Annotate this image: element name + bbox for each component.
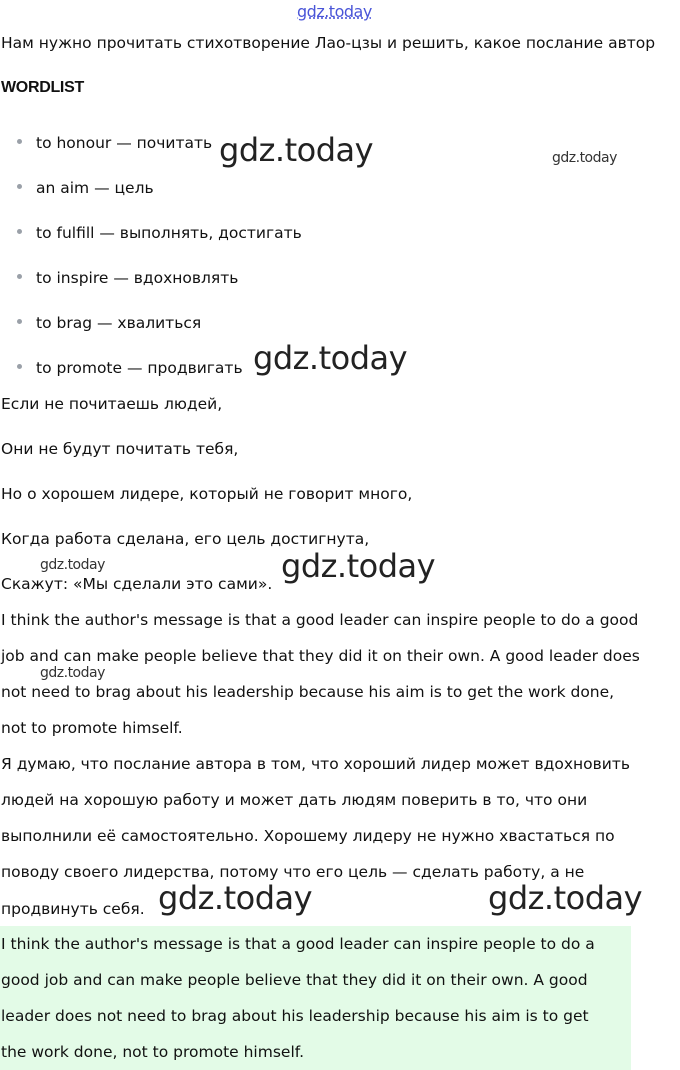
answer-line: good job and can make people believe that they did it on their own. A good	[1, 971, 588, 989]
answer-line: leader does not need to brag about his leadership because his aim is to get	[1, 1007, 589, 1025]
watermark: gdz.today	[219, 131, 374, 169]
bullet-icon	[17, 184, 22, 189]
watermark: gdz.today	[253, 339, 408, 377]
paragraph-line: not to promote himself.	[1, 719, 183, 737]
paragraph-line: продвинуть себя.	[1, 900, 145, 918]
paragraph-line: job and can make people believe that they did it on their own. A good leader does	[1, 647, 640, 665]
watermark: gdz.today	[40, 557, 105, 573]
paragraph-line: not need to brag about his leadership because his aim is to get the work done,	[1, 683, 615, 701]
list-item-text: to honour — почитать	[36, 134, 213, 152]
watermark: gdz.today	[40, 665, 105, 681]
watermark: gdz.today	[552, 150, 617, 166]
poem-line: Если не почитаешь людей,	[1, 395, 223, 413]
list-item	[17, 179, 154, 197]
intro-text: Нам нужно прочитать стихотворение Лао-цзы и решить, какое послание автор	[1, 34, 656, 52]
list-item-text: to promote — продвигать	[36, 359, 243, 377]
answer-box	[0, 926, 631, 1070]
poem-line: Но о хорошем лидере, который не говорит много,	[1, 485, 413, 503]
watermark: gdz.today	[281, 547, 436, 585]
list-item	[17, 314, 201, 332]
answer-line: the work done, not to promote himself.	[1, 1043, 305, 1061]
paragraph-line: I think the author's message is that a good leader can inspire people to do a good	[1, 611, 639, 629]
paragraph-line: людей на хорошую работу и может дать людям поверить в то, что они	[1, 791, 588, 809]
list-item	[17, 359, 243, 377]
bullet-icon	[17, 139, 22, 144]
list-item	[17, 134, 212, 152]
poem-line: Они не будут почитать тебя,	[1, 440, 239, 458]
bullet-icon	[17, 364, 22, 369]
paragraph-line: выполнили её самостоятельно. Хорошему лидеру не нужно хвастаться по	[1, 827, 615, 845]
paragraph-line: Я думаю, что послание автора в том, что хороший лидер может вдохновить	[1, 755, 630, 773]
poem-line: Когда работа сделана, его цель достигнута,	[1, 530, 370, 548]
bullet-icon	[17, 319, 22, 324]
watermark: gdz.today	[488, 879, 643, 917]
answer-line: I think the author's message is that a good leader can inspire people to do a	[1, 935, 595, 953]
list-item	[17, 224, 302, 242]
list-item-text: to brag — хвалиться	[36, 314, 202, 332]
wordlist-heading: WORDLIST	[1, 79, 84, 96]
list-item-text: an aim — цель	[36, 179, 154, 197]
watermark-top: gdz.today	[297, 2, 372, 21]
bullet-icon	[17, 229, 22, 234]
paragraph-line: поводу своего лидерства, потому что его цель — сделать работу, а не	[1, 863, 585, 881]
poem-line: Скажут: «Мы сделали это сами».	[1, 575, 273, 593]
watermark: gdz.today	[158, 879, 313, 917]
list-item-text: to fulfill — выполнять, достигать	[36, 224, 302, 242]
list-item	[17, 269, 238, 287]
bullet-icon	[17, 274, 22, 279]
list-item-text: to inspire — вдохновлять	[36, 269, 239, 287]
